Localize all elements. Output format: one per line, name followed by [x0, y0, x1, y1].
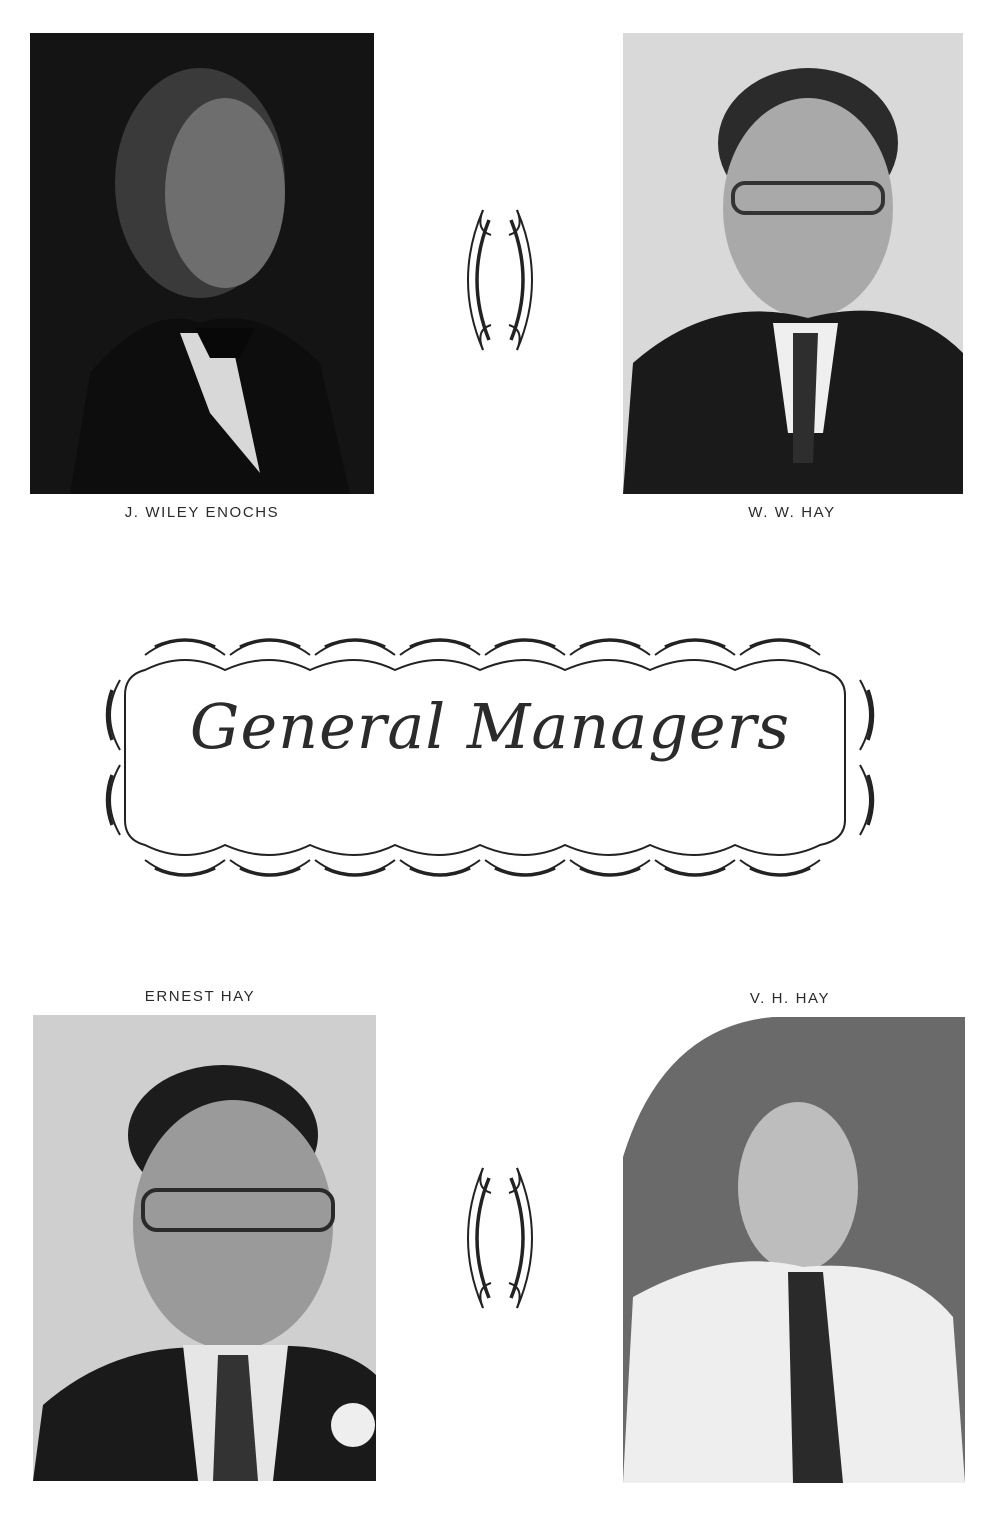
- bracket-ornament-icon: [445, 205, 555, 355]
- caption-ernest-hay: ERNEST HAY: [144, 988, 256, 1005]
- bracket-ornament-icon-lower: [445, 1163, 555, 1313]
- portrait-photo-ernest-hay: [33, 1015, 376, 1481]
- portrait-photo-enochs: [30, 33, 374, 494]
- caption-vh-hay: V. H. HAY: [749, 990, 831, 1007]
- portrait-photo-vh-hay: [623, 1017, 965, 1483]
- page-title: General Managers: [189, 690, 791, 763]
- portrait-photo-ww-hay: [623, 33, 963, 494]
- caption-ww-hay: W. W. HAY: [748, 504, 836, 521]
- caption-enochs: J. WILEY ENOCHS: [124, 504, 280, 521]
